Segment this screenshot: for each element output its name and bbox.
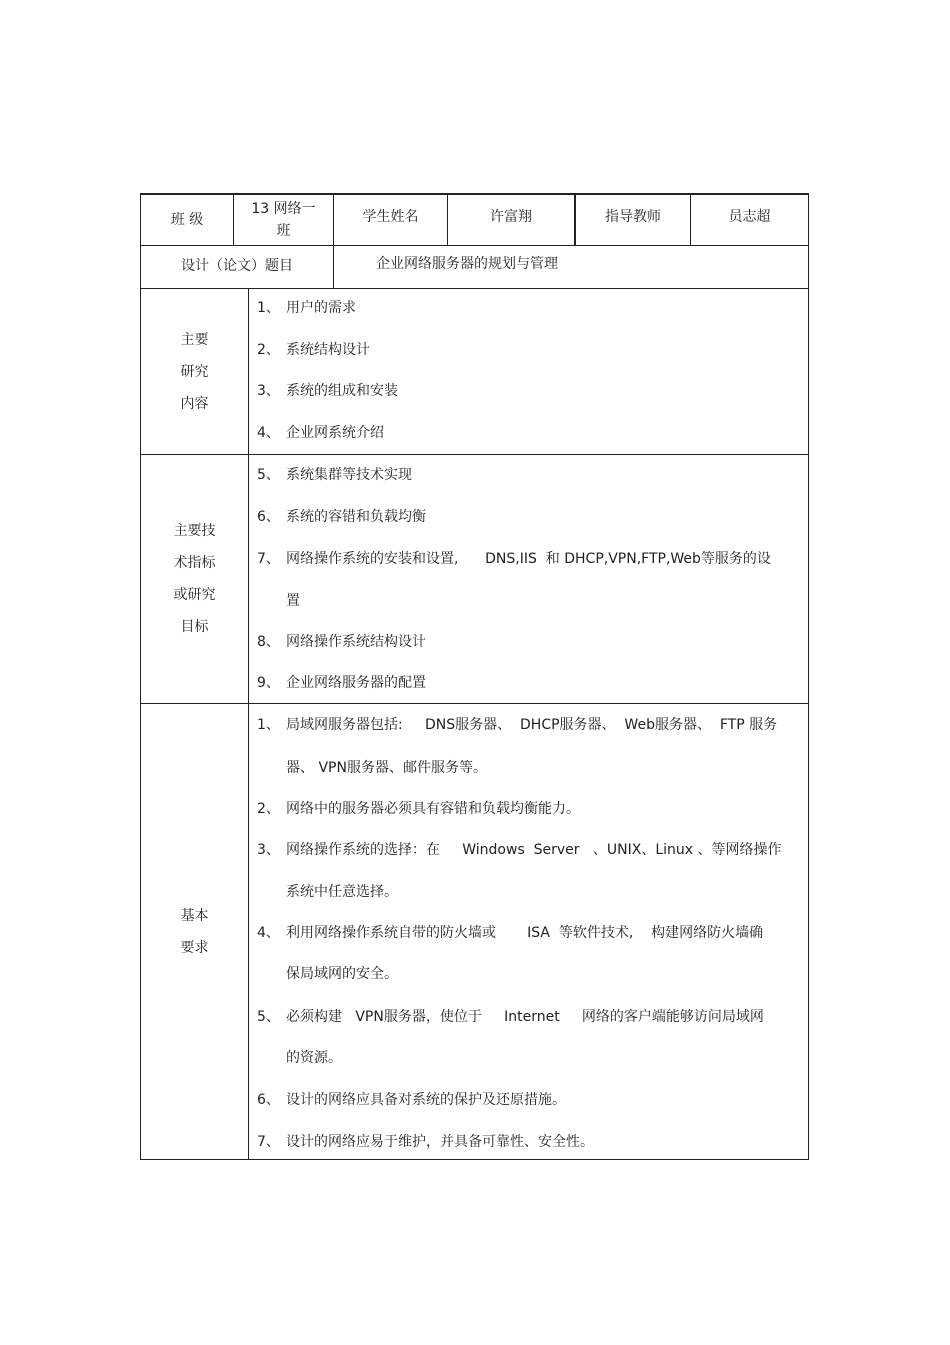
requirement-item: 3、 网络操作系统的选择：在 Windows Server 、UNIX、Linux 、等网络操作 xyxy=(257,842,782,858)
student-value: 许富翔 xyxy=(490,209,532,225)
targets-label-line: 主要技 xyxy=(173,523,216,539)
requirement-item-continuation: 的资源。 xyxy=(286,1050,342,1066)
class-value-line2: 班 xyxy=(276,223,291,239)
target-item: 9、 企业网络服务器的配置 xyxy=(257,675,426,691)
topic-label: 设计（论文）题目 xyxy=(181,258,293,274)
target-item: 7、 网络操作系统的安装和设置, DNS,IIS 和 DHCP,VPN,FTP,Web等服务的设 xyxy=(257,551,771,567)
targets-label-line: 目标 xyxy=(180,619,209,635)
targets-label xyxy=(141,455,248,703)
requirements-label-line: 基本 xyxy=(180,907,209,924)
requirement-item: 1、 局域网服务器包括: DNS服务器、 DHCP服务器、 Web服务器、 FTP 服务 xyxy=(257,717,778,733)
target-item: 5、 系统集群等技术实现 xyxy=(257,467,412,483)
student-label: 学生姓名 xyxy=(362,209,419,225)
class-value xyxy=(234,195,333,245)
research-item: 1、 用户的需求 xyxy=(257,300,356,316)
bottom-border xyxy=(140,1159,809,1160)
targets-label-line: 术指标 xyxy=(173,555,216,571)
research-item: 4、 企业网系统介绍 xyxy=(257,425,384,441)
requirements-label xyxy=(141,704,248,1159)
target-item: 8、 网络操作系统结构设计 xyxy=(257,634,426,650)
requirement-item-continuation: 保局域网的安全。 xyxy=(286,966,398,982)
research-label-line: 主要 xyxy=(180,331,209,348)
research-item: 3、 系统的组成和安装 xyxy=(257,383,398,399)
requirement-item: 5、 必须构建 VPN服务器，使位于 Internet 网络的客户端能够访问局域网 xyxy=(257,1009,764,1025)
requirement-item: 7、 设计的网络应易于维护，并具备可靠性、安全性。 xyxy=(257,1134,594,1150)
research-label-line: 研究 xyxy=(180,363,209,380)
requirement-item: 4、 利用网络操作系统自带的防火墙或 ISA 等软件技术, 构建网络防火墙确 xyxy=(257,925,764,941)
class-value-line1: 13 网络一 xyxy=(251,201,316,217)
research-item: 2、 系统结构设计 xyxy=(257,342,370,358)
class-label: 班 级 xyxy=(170,212,204,228)
targets-label-line: 或研究 xyxy=(173,587,216,603)
teacher-label: 指导教师 xyxy=(605,209,661,225)
requirements-label-line: 要求 xyxy=(180,939,209,956)
requirement-item-continuation: 器、 VPN服务器、邮件服务等。 xyxy=(286,760,487,776)
target-item: 6、 系统的容错和负载均衡 xyxy=(257,509,426,525)
requirement-item: 6、 设计的网络应具备对系统的保护及还原措施。 xyxy=(257,1092,566,1108)
requirement-item: 2、 网络中的服务器必须具有容错和负载均衡能力。 xyxy=(257,801,580,817)
topic-value: 企业网络服务器的规划与管理 xyxy=(376,256,558,272)
right-border xyxy=(808,193,809,1160)
teacher-value: 员志超 xyxy=(728,209,771,225)
research-label xyxy=(141,289,248,454)
target-item-continuation: 置 xyxy=(286,593,300,609)
col-divider xyxy=(248,288,249,1160)
requirement-item-continuation: 系统中任意选择。 xyxy=(286,884,398,900)
research-label-line: 内容 xyxy=(180,395,209,412)
